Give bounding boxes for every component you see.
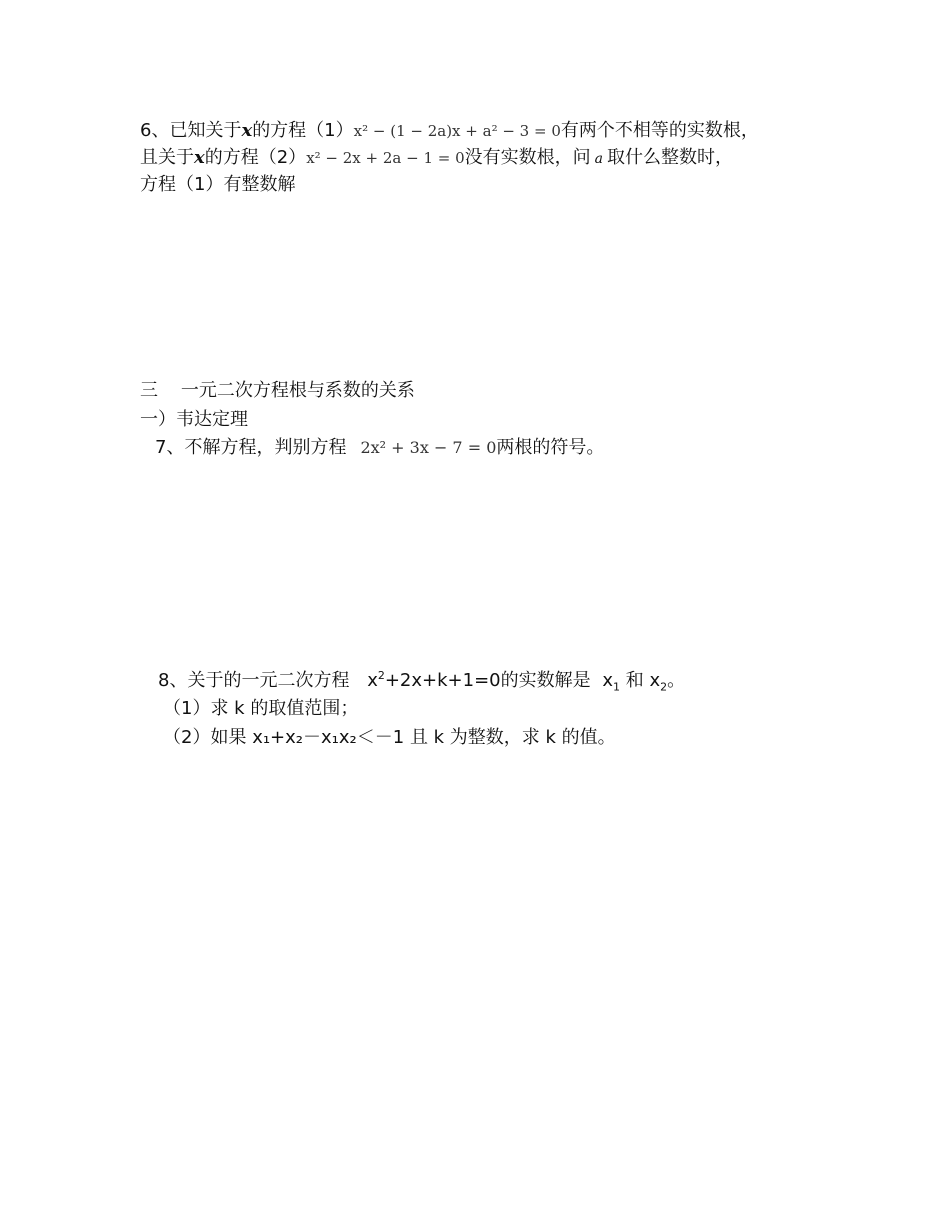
q8-end: 。	[667, 670, 686, 691]
x2-base: x	[649, 670, 661, 691]
variable-a: a	[594, 151, 604, 167]
q8-part-2-expression: x₁+x₂－x₁x₂＜－1	[252, 727, 405, 748]
equation-1: x² − (1 − 2a)x + a² − 3 = 0	[353, 122, 561, 140]
q8-mid: 的实数解是	[500, 670, 591, 691]
q6-line2-prefix: 且关于	[140, 147, 194, 168]
q6-line2-suffix-1: 没有实数根，问	[464, 147, 591, 168]
q8-part-2	[163, 725, 616, 751]
q8-part-2-suffix: 且 k 为整数，求 k 的值。	[409, 727, 616, 748]
q8-part-2-prefix: （2）如果	[163, 727, 247, 748]
section-heading	[140, 378, 415, 404]
q7-suffix: 两根的符号。	[496, 437, 605, 458]
section-heading-text: 三 一元二次方程根与系数的关系	[140, 380, 415, 401]
q7-prefix: 7、不解方程，判别方程	[155, 437, 347, 458]
root-x1	[602, 670, 620, 694]
q6-suffix: 有两个不相等的实数根，	[560, 120, 759, 141]
eq-exponent: 2	[377, 669, 385, 682]
q8-part-1	[163, 696, 358, 722]
x2-subscript: 2	[660, 680, 668, 694]
q8-and: 和	[625, 670, 644, 691]
q7-line	[155, 435, 604, 461]
q6-mid: 的方程（1）	[252, 120, 354, 141]
x1-base: x	[602, 670, 613, 691]
equation-q8	[367, 670, 500, 691]
q6-line-1	[140, 118, 759, 144]
q8-prefix: 8、关于的一元二次方程	[158, 670, 350, 691]
x1-subscript: 1	[613, 680, 620, 694]
variable-x: x	[194, 147, 205, 168]
eq-rest: +2x+k+1=0	[384, 670, 501, 691]
q6-line3-text: 方程（1）有整数解	[140, 174, 296, 195]
eq-x: x	[367, 670, 378, 691]
q6-prefix: 6、已知关于	[140, 120, 242, 141]
q6-line2-suffix-2: 取什么整数时，	[607, 147, 734, 168]
q6-line2-mid: 的方程（2）	[204, 147, 307, 168]
sub-heading-text: 一）韦达定理	[140, 409, 248, 430]
sub-heading	[140, 407, 248, 433]
root-x2	[649, 670, 668, 694]
variable-x: x	[241, 120, 253, 141]
q8-line	[158, 668, 685, 694]
equation-2: x² − 2x + 2a − 1 = 0	[306, 149, 465, 167]
q6-line-2	[140, 145, 733, 172]
equation-q7: 2x² + 3x − 7 = 0	[360, 438, 497, 457]
q6-line-3	[140, 172, 295, 198]
q8-part-1-text: （1）求 k 的取值范围；	[163, 698, 359, 719]
